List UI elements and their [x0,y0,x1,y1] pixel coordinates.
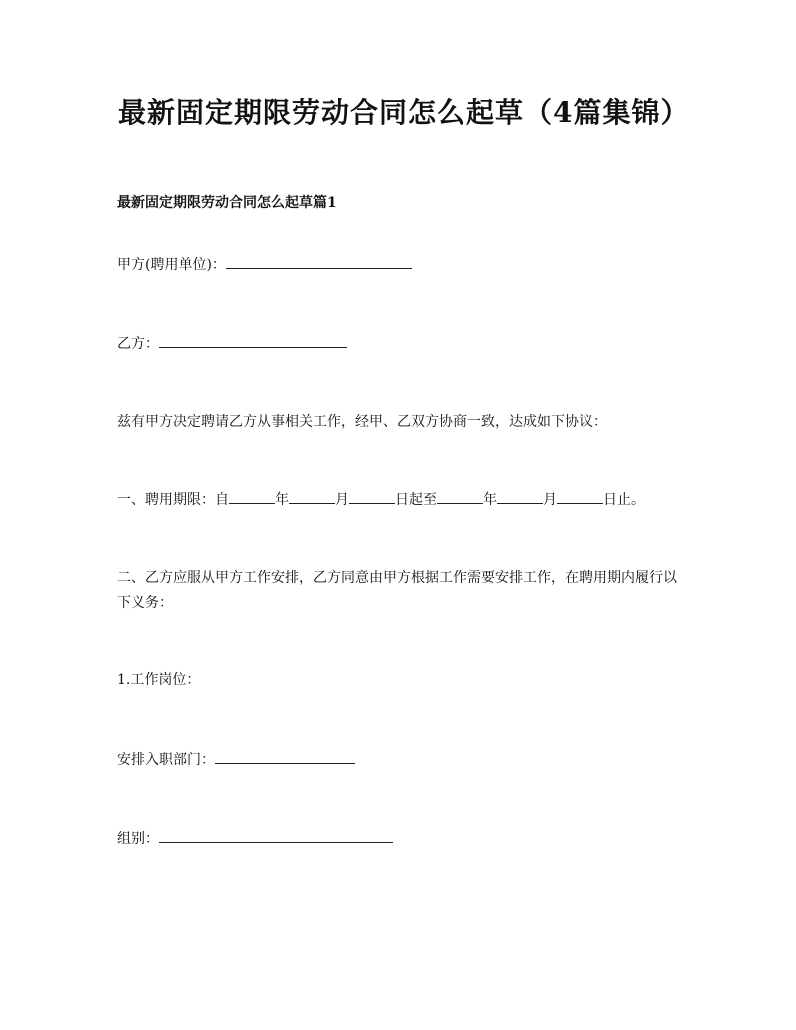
document-title: 最新固定期限劳动合同怎么起草（4篇集锦） [118,96,690,129]
department-blank [215,749,355,764]
clause-1-month1: 月 [335,492,349,508]
party-b-line [117,333,347,354]
party-a-blank [226,254,412,269]
intro-text: 兹有甲方决定聘请乙方从事相关工作，经甲、乙双方协商一致，达成如下协议： [117,414,607,430]
group-label: 组别： [117,831,159,847]
start-year-blank [229,489,275,504]
item-1-position: 1.工作岗位： [117,672,201,688]
clause-1-term [117,489,645,510]
clause-2-text: 二、乙方应服从甲方工作安排，乙方同意由甲方根据工作需要安排工作，在聘用期内履行以下义务： [117,570,677,611]
start-month-blank [289,489,335,504]
department-label: 安排入职部门： [117,752,215,768]
department-line [117,749,355,770]
start-day-blank [349,489,395,504]
party-b-blank [159,333,347,348]
clause-1-year2: 年 [483,492,497,508]
end-day-blank [557,489,603,504]
clause-1-prefix: 一、聘用期限：自 [117,492,229,508]
party-a-label: 甲方(聘用单位)： [117,257,226,273]
section-heading: 最新固定期限劳动合同怎么起草篇1 [117,195,337,211]
end-year-blank [437,489,483,504]
group-blank [159,828,393,843]
end-month-blank [497,489,543,504]
party-b-label: 乙方： [117,336,159,352]
clause-1-day-start: 日起至 [395,492,437,508]
clause-1-year1: 年 [275,492,289,508]
group-line [117,828,393,849]
clause-1-month2: 月 [543,492,557,508]
clause-1-day-end: 日止。 [603,492,645,508]
party-a-line [117,254,412,275]
